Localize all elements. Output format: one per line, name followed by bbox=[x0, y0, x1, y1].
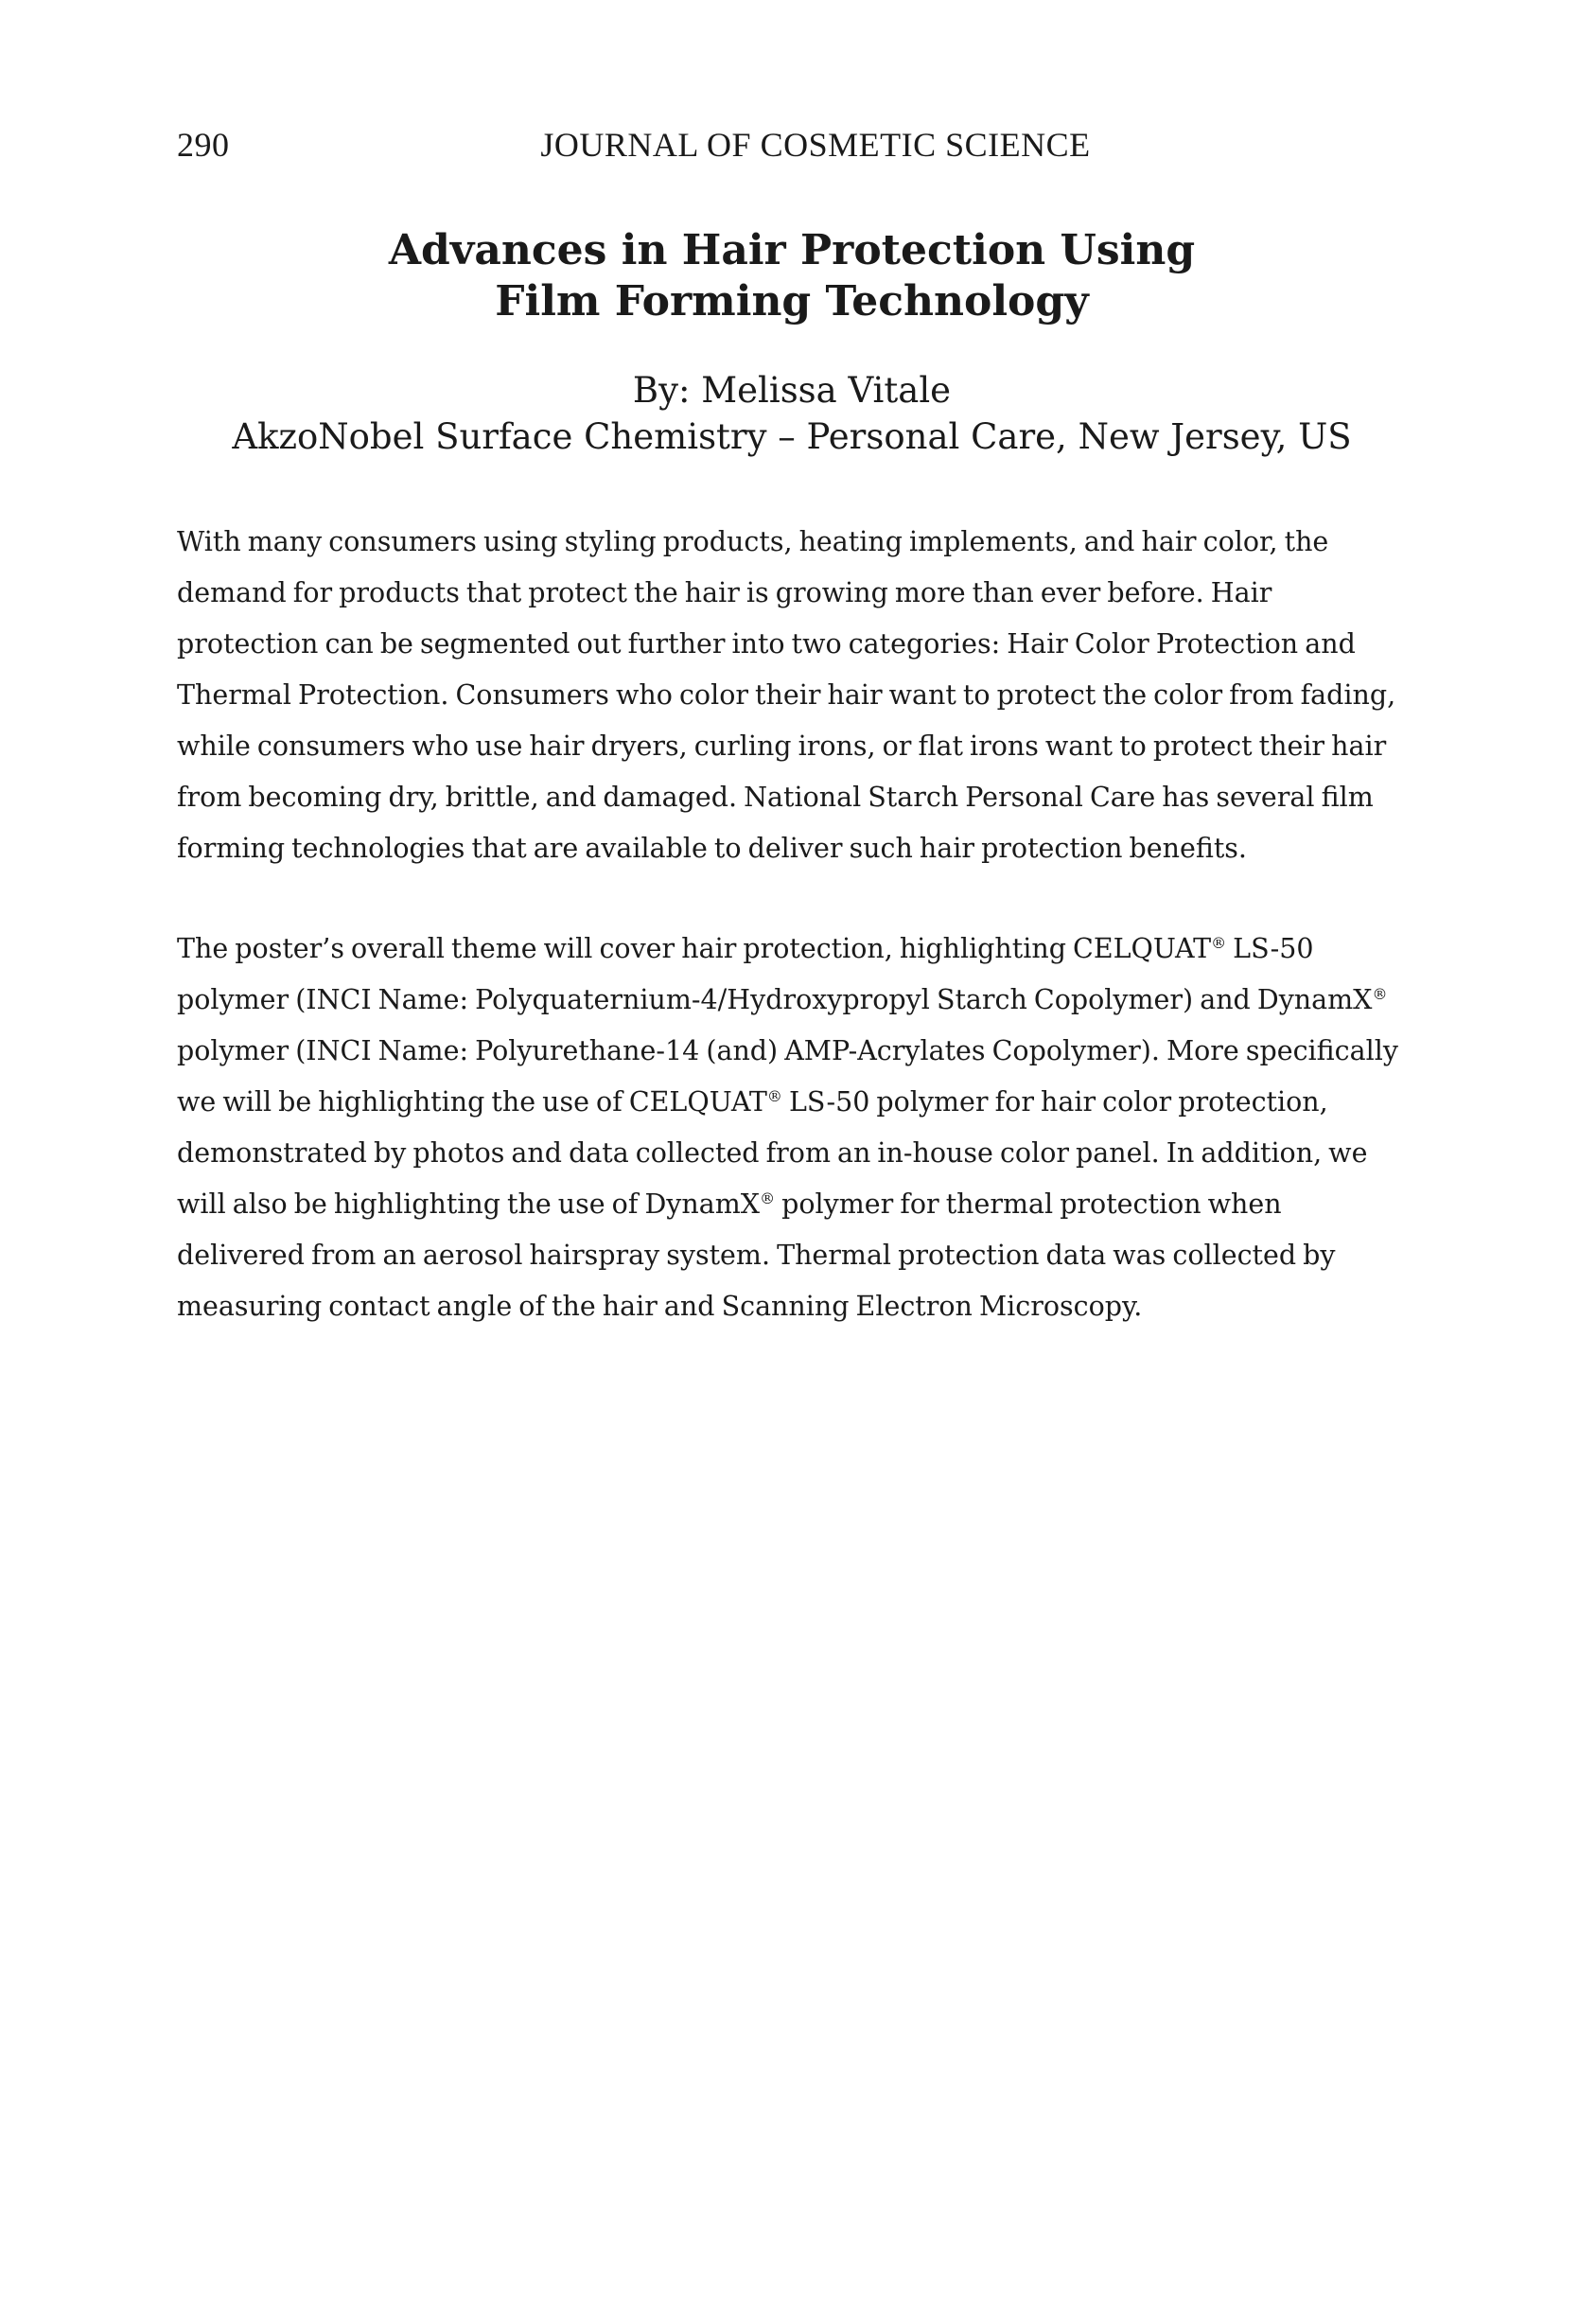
registered-mark: ® bbox=[1211, 934, 1227, 952]
text-line: demonstrated by photos and data collected from an in-house color panel. In addition, we bbox=[177, 1137, 1368, 1169]
author-line: By: Melissa Vitale bbox=[632, 370, 952, 411]
article-title bbox=[177, 225, 1407, 327]
text-line bbox=[177, 1179, 1407, 1230]
running-header bbox=[177, 125, 1397, 172]
text-line: forming technologies that are available to deliver such hair protection benefits. bbox=[177, 833, 1247, 864]
text-segment: polymer (INCI Name: Polyquaternium-4/Hydroxypropyl Starch Copolymer) and DynamX bbox=[177, 984, 1373, 1015]
text-segment: will also be highlighting the use of DynamX bbox=[177, 1188, 761, 1220]
text-segment: The poster’s overall theme will cover hair protection, highlighting CELQUAT bbox=[177, 933, 1212, 964]
text-segment: we will be highlighting the use of CELQUAT bbox=[177, 1086, 767, 1118]
text-line: Thermal Protection. Consumers who color their hair want to protect the color from fading, bbox=[177, 679, 1396, 711]
abstract-paragraph-1 bbox=[177, 517, 1407, 874]
text-line: measuring contact angle of the hair and Scanning Electron Microscopy. bbox=[177, 1291, 1143, 1322]
registered-mark: ® bbox=[766, 1087, 782, 1105]
text-line bbox=[177, 975, 1407, 1026]
text-line bbox=[177, 924, 1407, 975]
registered-mark: ® bbox=[1372, 985, 1388, 1003]
abstract-paragraph-2 bbox=[177, 924, 1407, 1332]
byline bbox=[177, 367, 1407, 460]
text-line: protection can be segmented out further into two categories: Hair Color Protection and bbox=[177, 628, 1356, 660]
text-segment: LS-50 bbox=[1226, 933, 1314, 964]
text-line: while consumers who use hair dryers, curling irons, or flat irons want to protect their hair bbox=[177, 731, 1387, 762]
article-title-line-1: Advances in Hair Protection Using bbox=[388, 226, 1196, 274]
journal-title: JOURNAL OF COSMETIC SCIENCE bbox=[540, 126, 1091, 164]
text-line: from becoming dry, brittle, and damaged. National Starch Personal Care has several film bbox=[177, 782, 1374, 813]
registered-mark: ® bbox=[760, 1189, 776, 1207]
affiliation-line: AkzoNobel Surface Chemistry – Personal Care, New Jersey, US bbox=[232, 416, 1352, 457]
text-line: polymer (INCI Name: Polyurethane-14 (and) AMP-Acrylates Copolymer). More specifically bbox=[177, 1035, 1398, 1066]
text-line: With many consumers using styling products, heating implements, and hair color, the bbox=[177, 526, 1329, 557]
page-number: 290 bbox=[177, 126, 230, 164]
text-line: delivered from an aerosol hairspray system. Thermal protection data was collected by bbox=[177, 1240, 1336, 1271]
text-segment: LS-50 polymer for hair color protection, bbox=[781, 1086, 1328, 1118]
text-line bbox=[177, 1077, 1407, 1128]
text-segment: polymer for thermal protection when bbox=[775, 1188, 1282, 1220]
article-title-line-2: Film Forming Technology bbox=[495, 277, 1089, 326]
text-line: demand for products that protect the hair is growing more than ever before. Hair bbox=[177, 577, 1272, 608]
